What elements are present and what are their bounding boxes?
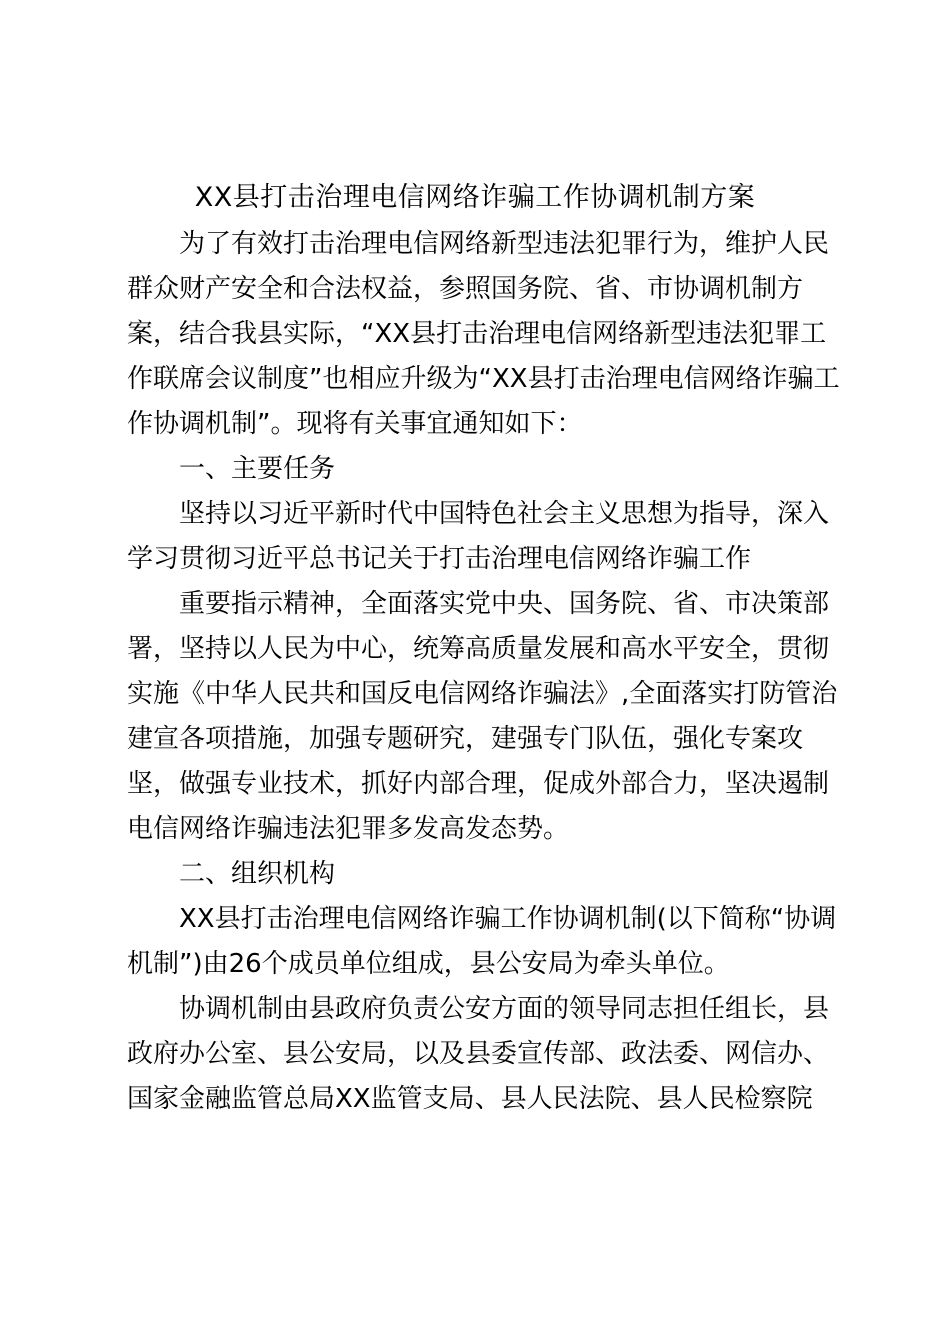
paragraph-line: 作协调机制”。现将有关事宜通知如下： <box>127 409 583 439</box>
paragraph-line: 署，坚持以人民为中心，统筹高质量发展和高水平安全，贯彻 <box>127 634 830 664</box>
paragraph-line: 电信网络诈骗违法犯罪多发高发态势。 <box>127 814 570 844</box>
paragraph-line: 群众财产安全和合法权益，参照国务院、省、市协调机制方 <box>127 274 804 304</box>
paragraph-line: 国家金融监管总局XX监管支局、县人民法院、县人民检察院 <box>127 1084 813 1114</box>
paragraph-line: 协调机制由县政府负责公安方面的领导同志担任组长，县 <box>179 994 830 1024</box>
paragraph-line: 作联席会议制度”也相应升级为“XX县打击治理电信网络诈骗工 <box>127 364 840 394</box>
paragraph-line: 案，结合我县实际，“XX县打击治理电信网络新型违法犯罪工 <box>127 319 827 349</box>
paragraph-line: XX县打击治理电信网络诈骗工作协调机制(以下简称“协调 <box>179 904 837 934</box>
paragraph-line: 为了有效打击治理电信网络新型违法犯罪行为，维护人民 <box>179 229 830 259</box>
paragraph-line: 建宣各项措施，加强专题研究，建强专门队伍，强化专案攻 <box>127 724 804 754</box>
paragraph-line: 重要指示精神，全面落实党中央、国务院、省、市决策部 <box>179 589 830 619</box>
paragraph-line: 坚持以习近平新时代中国特色社会主义思想为指导，深入 <box>179 499 830 529</box>
document-body <box>127 222 840 1122</box>
document-title: XX县打击治理电信网络诈骗工作协调机制方案 <box>194 182 756 213</box>
paragraph-line: 政府办公室、县公安局，以及县委宣传部、政法委、网信办、 <box>127 1039 830 1069</box>
paragraph-line: 学习贯彻习近平总书记关于打击治理电信网络诈骗工作 <box>127 544 752 574</box>
section-heading: 一、主要任务 <box>179 454 336 484</box>
paragraph-line: 坚，做强专业技术，抓好内部合理，促成外部合力，坚决遏制 <box>127 769 830 799</box>
section-heading: 二、组织机构 <box>179 859 336 889</box>
paragraph-line: 机制”)由26个成员单位组成，县公安局为牵头单位。 <box>127 949 730 979</box>
paragraph-line: 实施《中华人民共和国反电信网络诈骗法》,全面落实打防管治 <box>127 679 838 709</box>
